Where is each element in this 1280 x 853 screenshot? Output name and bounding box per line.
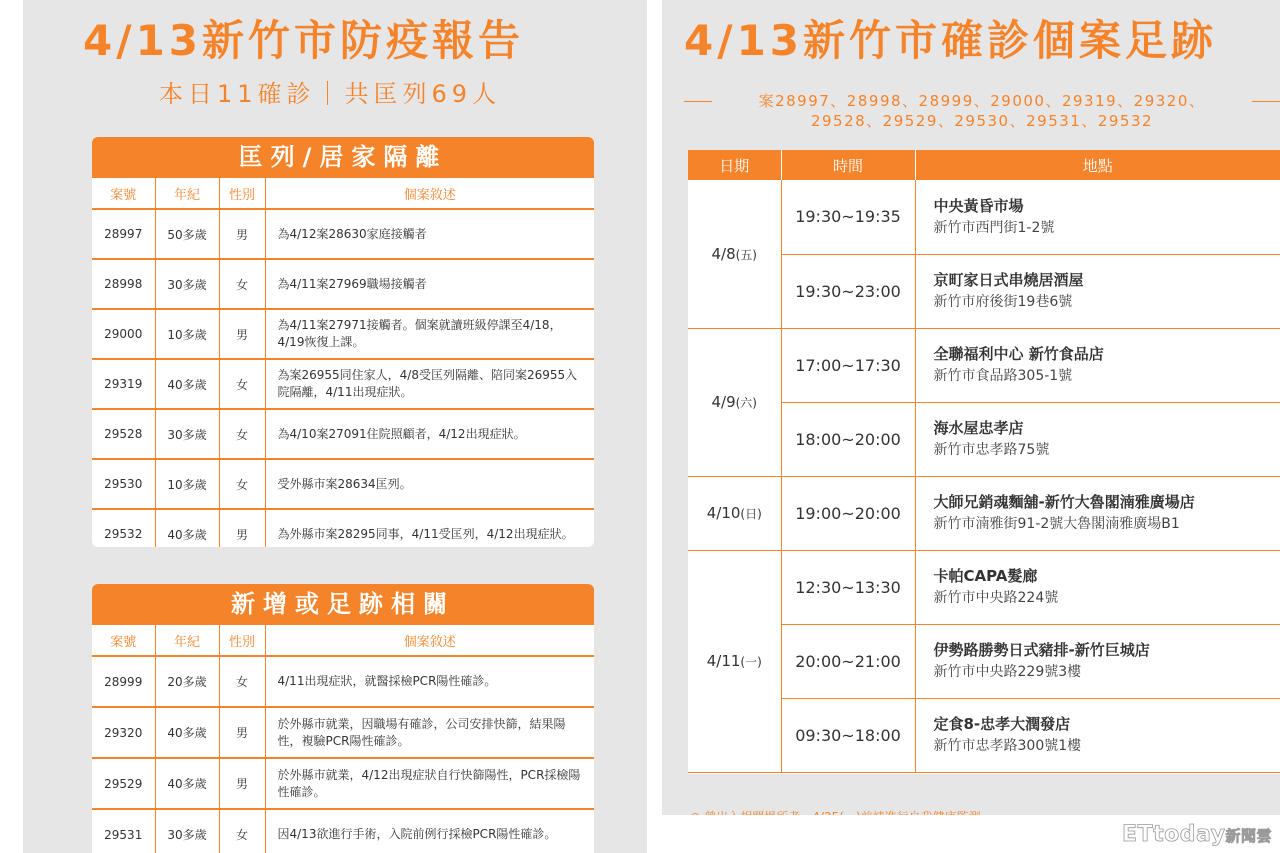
footprint-table xyxy=(688,150,1280,773)
visit-location xyxy=(915,328,1280,402)
place-address: 新竹市湳雅街91-2號大魯閣湳雅廣場B1 xyxy=(933,516,1180,532)
case-sex: 女 xyxy=(219,409,265,459)
watermark-suffix: 新聞雲 xyxy=(1225,827,1272,845)
case-age: 30多歲 xyxy=(155,259,219,309)
case-age: 10多歲 xyxy=(155,309,219,359)
visit-date xyxy=(688,550,781,772)
visit-time: 19:30~19:35 xyxy=(781,180,915,254)
case-age: 40多歲 xyxy=(155,359,219,409)
date-text: 4/9 xyxy=(711,393,736,411)
table-row xyxy=(92,209,594,259)
table-row xyxy=(92,707,594,758)
case-id: 28999 xyxy=(92,656,155,707)
visit-date xyxy=(688,328,781,476)
right-panel xyxy=(662,0,1280,853)
visit-date xyxy=(688,180,781,328)
column-header: 性別 xyxy=(219,625,265,656)
visit-time: 09:30~18:00 xyxy=(781,698,915,772)
visit-date xyxy=(688,476,781,550)
column-header: 案號 xyxy=(92,625,155,656)
case-id: 29528 xyxy=(92,409,155,459)
case-description: 受外縣市案28634匡列。 xyxy=(265,459,594,509)
footer-bar xyxy=(662,815,1280,853)
report-subtitle: 本日11確診｜共匡列69人 xyxy=(159,80,502,108)
case-sex: 女 xyxy=(219,259,265,309)
new-cases-header: 新增或足跡相關 xyxy=(92,584,594,625)
divider xyxy=(1252,101,1280,102)
case-id: 28998 xyxy=(92,259,155,309)
case-id: 29530 xyxy=(92,459,155,509)
table-row xyxy=(688,328,1280,402)
case-list-line-1: 案28997、28998、28999、29000、29319、29320、 xyxy=(758,92,1206,110)
weekday-text: (一) xyxy=(740,655,762,669)
case-sex: 男 xyxy=(219,509,265,547)
case-description: 為4/10案27091住院照顧者，4/12出現症狀。 xyxy=(265,409,594,459)
column-header: 地點 xyxy=(915,150,1280,180)
place-name: 中央黃昏市場 xyxy=(933,196,1024,215)
date-text: 4/10 xyxy=(706,504,741,522)
ettoday-watermark xyxy=(1122,822,1272,847)
quarantine-card xyxy=(92,137,594,547)
case-age: 30多歲 xyxy=(155,809,219,853)
case-age: 30多歲 xyxy=(155,409,219,459)
table-row xyxy=(92,359,594,409)
place-address: 新竹市中央路224號 xyxy=(933,590,1059,606)
place-name: 全聯福利中心 新竹食品店 xyxy=(933,345,1104,363)
case-description: 為外縣市案28295同事，4/11受匡列，4/12出現症狀。 xyxy=(265,509,594,547)
case-description: 於外縣市就業，因職場有確診，公司安排快篩，結果陽性，複驗PCR陽性確診。 xyxy=(265,707,594,758)
column-header: 時間 xyxy=(781,150,915,180)
visit-location xyxy=(915,698,1280,772)
case-description: 因4/13欲進行手術，入院前例行採檢PCR陽性確診。 xyxy=(265,809,594,853)
column-header: 案號 xyxy=(92,178,155,209)
column-header: 個案敘述 xyxy=(265,625,594,656)
case-sex: 男 xyxy=(219,707,265,758)
case-id: 28997 xyxy=(92,209,155,259)
weekday-text: (五) xyxy=(735,247,757,262)
new-cases-card xyxy=(92,584,594,853)
table-row xyxy=(688,476,1280,550)
footprint-title: 4/13新竹市確診個案足跡 xyxy=(684,16,1218,65)
table-row xyxy=(688,550,1280,624)
visit-time: 12:30~13:30 xyxy=(781,550,915,624)
table-row xyxy=(92,509,594,547)
place-name: 大師兄銷魂麵舖-新竹大魯閣湳雅廣場店 xyxy=(933,493,1195,511)
table-row xyxy=(92,459,594,509)
quarantine-header: 匡列/居家隔離 xyxy=(92,137,594,178)
place-address: 新竹市忠孝路75號 xyxy=(933,442,1050,458)
case-sex: 男 xyxy=(219,309,265,359)
case-description: 為案26955同住家人，4/8受匡列隔離、陪同案26955入院隔離，4/11出現症狀。 xyxy=(265,359,594,409)
visit-location xyxy=(915,550,1280,624)
place-name: 京町家日式串燒居酒屋 xyxy=(933,271,1084,289)
table-header-row xyxy=(92,178,594,209)
visit-location xyxy=(915,624,1280,698)
visit-time: 18:00~20:00 xyxy=(781,402,915,476)
new-cases-table xyxy=(92,625,594,853)
case-sex: 女 xyxy=(219,459,265,509)
place-address: 新竹市西門街1-2號 xyxy=(933,219,1055,236)
case-id: 29531 xyxy=(92,809,155,853)
place-address: 新竹市中央路229號3樓 xyxy=(933,664,1082,680)
weekday-text: (日) xyxy=(740,507,762,521)
case-sex: 女 xyxy=(219,359,265,409)
case-age: 40多歲 xyxy=(155,758,219,809)
visit-time: 19:00~20:00 xyxy=(781,476,915,550)
table-header-row xyxy=(688,150,1280,180)
divider xyxy=(684,101,712,102)
visit-time: 17:00~17:30 xyxy=(781,328,915,402)
place-name: 伊勢路勝勢日式豬排-新竹巨城店 xyxy=(933,641,1150,659)
table-row xyxy=(92,809,594,853)
case-sex: 男 xyxy=(219,209,265,259)
place-name: 定食8-忠孝大潤發店 xyxy=(933,715,1071,733)
case-description: 為4/12案28630家庭接觸者 xyxy=(265,209,594,259)
footprint-card xyxy=(688,150,1280,774)
case-age: 40多歲 xyxy=(155,707,219,758)
case-list-line-2: 29528、29529、29530、29531、29532 xyxy=(810,112,1154,130)
place-address: 新竹市忠孝路300號1樓 xyxy=(933,738,1082,754)
case-id: 29529 xyxy=(92,758,155,809)
place-name: 海水屋忠孝店 xyxy=(933,419,1024,437)
table-row xyxy=(92,656,594,707)
column-header: 年紀 xyxy=(155,178,219,209)
table-row xyxy=(688,180,1280,254)
column-header: 個案敘述 xyxy=(265,178,594,209)
case-sex: 男 xyxy=(219,758,265,809)
column-header: 年紀 xyxy=(155,625,219,656)
place-address: 新竹市食品路305-1號 xyxy=(933,368,1073,384)
place-name: 卡帕CAPA髮廊 xyxy=(933,567,1038,585)
visit-location xyxy=(915,254,1280,328)
visit-time: 19:30~23:00 xyxy=(781,254,915,328)
quarantine-table xyxy=(92,178,594,547)
visit-location xyxy=(915,180,1280,254)
weekday-text: (六) xyxy=(735,396,757,410)
report-title: 4/13新竹市防疫報告 xyxy=(83,16,525,65)
table-row xyxy=(92,309,594,359)
left-panel xyxy=(23,0,647,853)
place-address: 新竹市府後街19巷6號 xyxy=(933,294,1073,310)
date-text: 4/8 xyxy=(711,244,736,263)
visit-location xyxy=(915,476,1280,550)
case-sex: 女 xyxy=(219,809,265,853)
case-id: 29320 xyxy=(92,707,155,758)
column-header: 性別 xyxy=(219,178,265,209)
date-text: 4/11 xyxy=(706,652,741,670)
case-age: 10多歲 xyxy=(155,459,219,509)
case-list xyxy=(684,84,1280,130)
visit-location xyxy=(915,402,1280,476)
case-age: 50多歲 xyxy=(155,209,219,259)
case-id: 29532 xyxy=(92,509,155,547)
watermark-brand: ETtoday xyxy=(1122,822,1226,847)
column-header: 日期 xyxy=(688,150,781,180)
case-description: 4/11出現症狀，就醫採檢PCR陽性確診。 xyxy=(265,656,594,707)
case-id: 29000 xyxy=(92,309,155,359)
case-description: 為4/11案27969職場接觸者 xyxy=(265,259,594,309)
table-row xyxy=(92,259,594,309)
table-header-row xyxy=(92,625,594,656)
case-age: 40多歲 xyxy=(155,509,219,547)
case-description: 為4/11案27971接觸者。個案就讀班級停課至4/18，4/19恢復上課。 xyxy=(265,309,594,359)
case-description: 於外縣市就業，4/12出現症狀自行快篩陽性，PCR採檢陽性確診。 xyxy=(265,758,594,809)
table-row xyxy=(92,409,594,459)
case-age: 20多歲 xyxy=(155,656,219,707)
case-sex: 女 xyxy=(219,656,265,707)
visit-time: 20:00~21:00 xyxy=(781,624,915,698)
table-row xyxy=(92,758,594,809)
case-id: 29319 xyxy=(92,359,155,409)
